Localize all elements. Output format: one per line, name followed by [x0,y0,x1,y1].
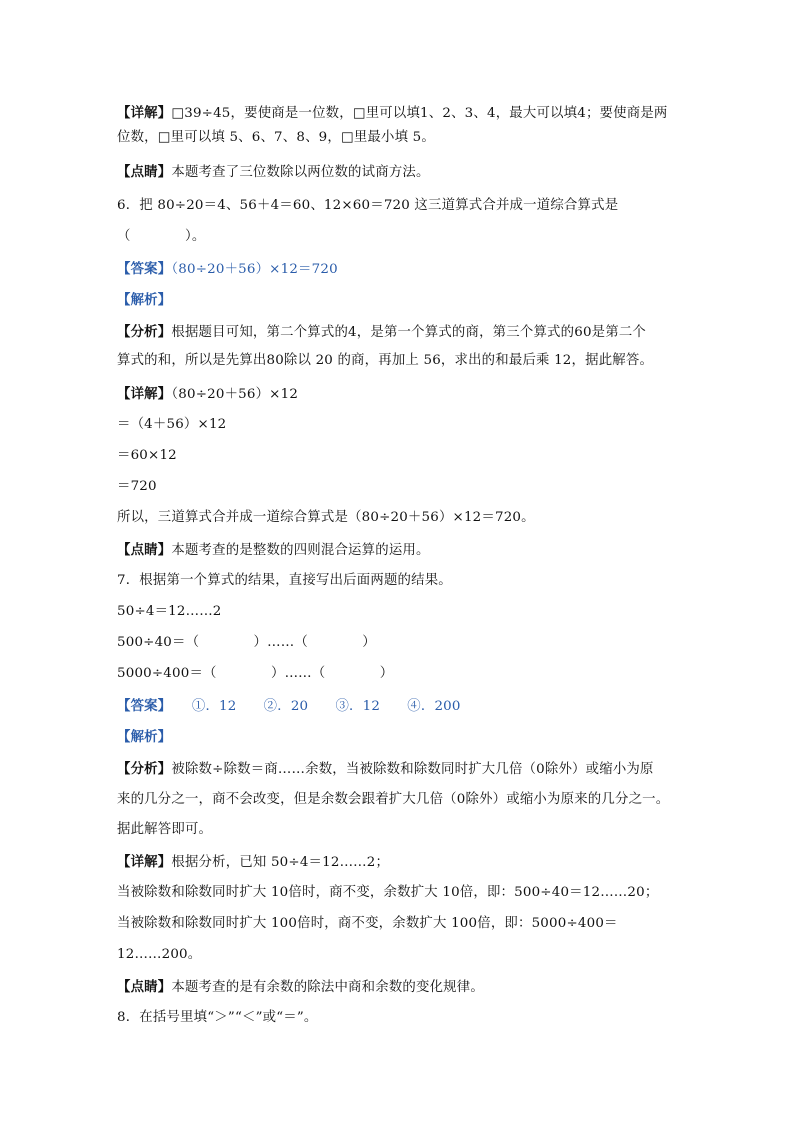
line-text: □39÷45，要使商是一位数，□里可以填1、2、3、4，最大可以填4；要使商是两 [171,106,668,121]
line-text: 7．根据第一个算式的结果，直接写出后面两题的结果。 [117,573,452,588]
text-line [117,477,687,497]
line-text: 50÷4＝12……2 [117,604,222,619]
line-text: 本题考查的是整数的四则混合运算的运用。 [171,543,430,558]
line-text: （ ）。 [117,229,206,244]
line-text: 被除数÷除数＝商……余数，当被除数和除数同时扩大几倍（0除外）或缩小为原 [171,762,654,777]
text-line [117,790,687,810]
line-text: 算式的和，所以是先算出80除以 20 的商，再加上 56，求出的和最后乘 12，据此解答。 [117,353,654,368]
section-tag: 【点睛】 [117,979,172,995]
text-line [117,883,687,903]
text-line [117,727,687,748]
section-tag: 【解析】 [117,729,172,745]
line-text: ＝（4＋56）×12 [117,417,227,432]
line-text: 12……200。 [117,947,202,962]
text-line [117,914,687,934]
line-text: 500÷40＝（ ）……（ ） [117,635,376,650]
text-line [117,633,687,653]
text-line [117,820,687,840]
text-line [117,446,687,466]
text-line [117,508,687,528]
text-line [117,103,687,124]
section-tag: 【点睛】 [117,542,172,558]
text-line [117,128,687,148]
line-text: （80÷20＋56）×12＝720 [171,262,338,277]
line-text: 位数，□里可以填 5、6、7、8、9，□里最小填 5。 [117,130,435,145]
line-text: ①．12 ②．20 ③．12 ④．200 [164,699,461,714]
text-line [117,540,687,561]
text-line [117,852,687,873]
text-line [117,602,687,622]
text-line [117,384,687,405]
section-tag: 【详解】 [117,386,172,402]
line-text: 当被除数和除数同时扩大 10倍时，商不变，余数扩大 10倍，即：500÷40＝12……20； [117,885,659,900]
line-text: 6．把 80÷20＝4、56＋4＝60、12×60＝720 这三道算式合并成一道综合算式是 [117,198,619,213]
text-line [117,227,687,247]
line-text: 本题考查的是有余数的除法中商和余数的变化规律。 [171,980,484,995]
section-tag: 【解析】 [117,292,172,308]
section-tag: 【点睛】 [117,164,172,180]
line-text: 所以，三道算式合并成一道综合算式是（80÷20＋56）×12＝720。 [117,510,535,525]
section-tag: 【答案】 [117,261,172,277]
section-tag: 【答案】 [117,698,165,714]
line-text: 来的几分之一，商不会改变，但是余数会跟着扩大几倍（0除外）或缩小为原来的几分之一。 [117,792,670,807]
line-text: 根据题目可知，第二个算式的4，是第一个算式的商，第三个算式的60是第二个 [171,325,647,340]
text-line [117,351,687,371]
line-text: 根据分析，已知 50÷4＝12……2； [171,855,390,870]
line-text: 5000÷400＝（ ）……（ ） [117,666,394,681]
text-line [117,759,687,780]
text-line [117,571,687,591]
section-tag: 【分析】 [117,324,172,340]
line-text: 8．在括号里填“＞”“＜”或“＝”。 [117,1010,318,1025]
line-text: ＝60×12 [117,448,177,463]
text-line [117,290,687,311]
text-line [117,259,687,280]
text-line [117,415,687,435]
line-text: 当被除数和除数同时扩大 100倍时，商不变，余数扩大 100倍，即：5000÷400＝ [117,916,618,931]
text-line [117,1008,687,1028]
line-text: ＝720 [117,479,157,494]
text-line [117,162,687,183]
line-text: 据此解答即可。 [117,822,213,837]
text-line [117,945,687,965]
section-tag: 【分析】 [117,761,172,777]
text-line [117,196,687,216]
text-line [117,696,687,717]
text-line [117,322,687,343]
text-line [117,977,687,998]
line-text: 本题考查了三位数除以两位数的试商方法。 [171,165,430,180]
text-line [117,664,687,684]
section-tag: 【详解】 [117,105,172,121]
section-tag: 【详解】 [117,854,172,870]
line-text: （80÷20＋56）×12 [171,387,299,402]
